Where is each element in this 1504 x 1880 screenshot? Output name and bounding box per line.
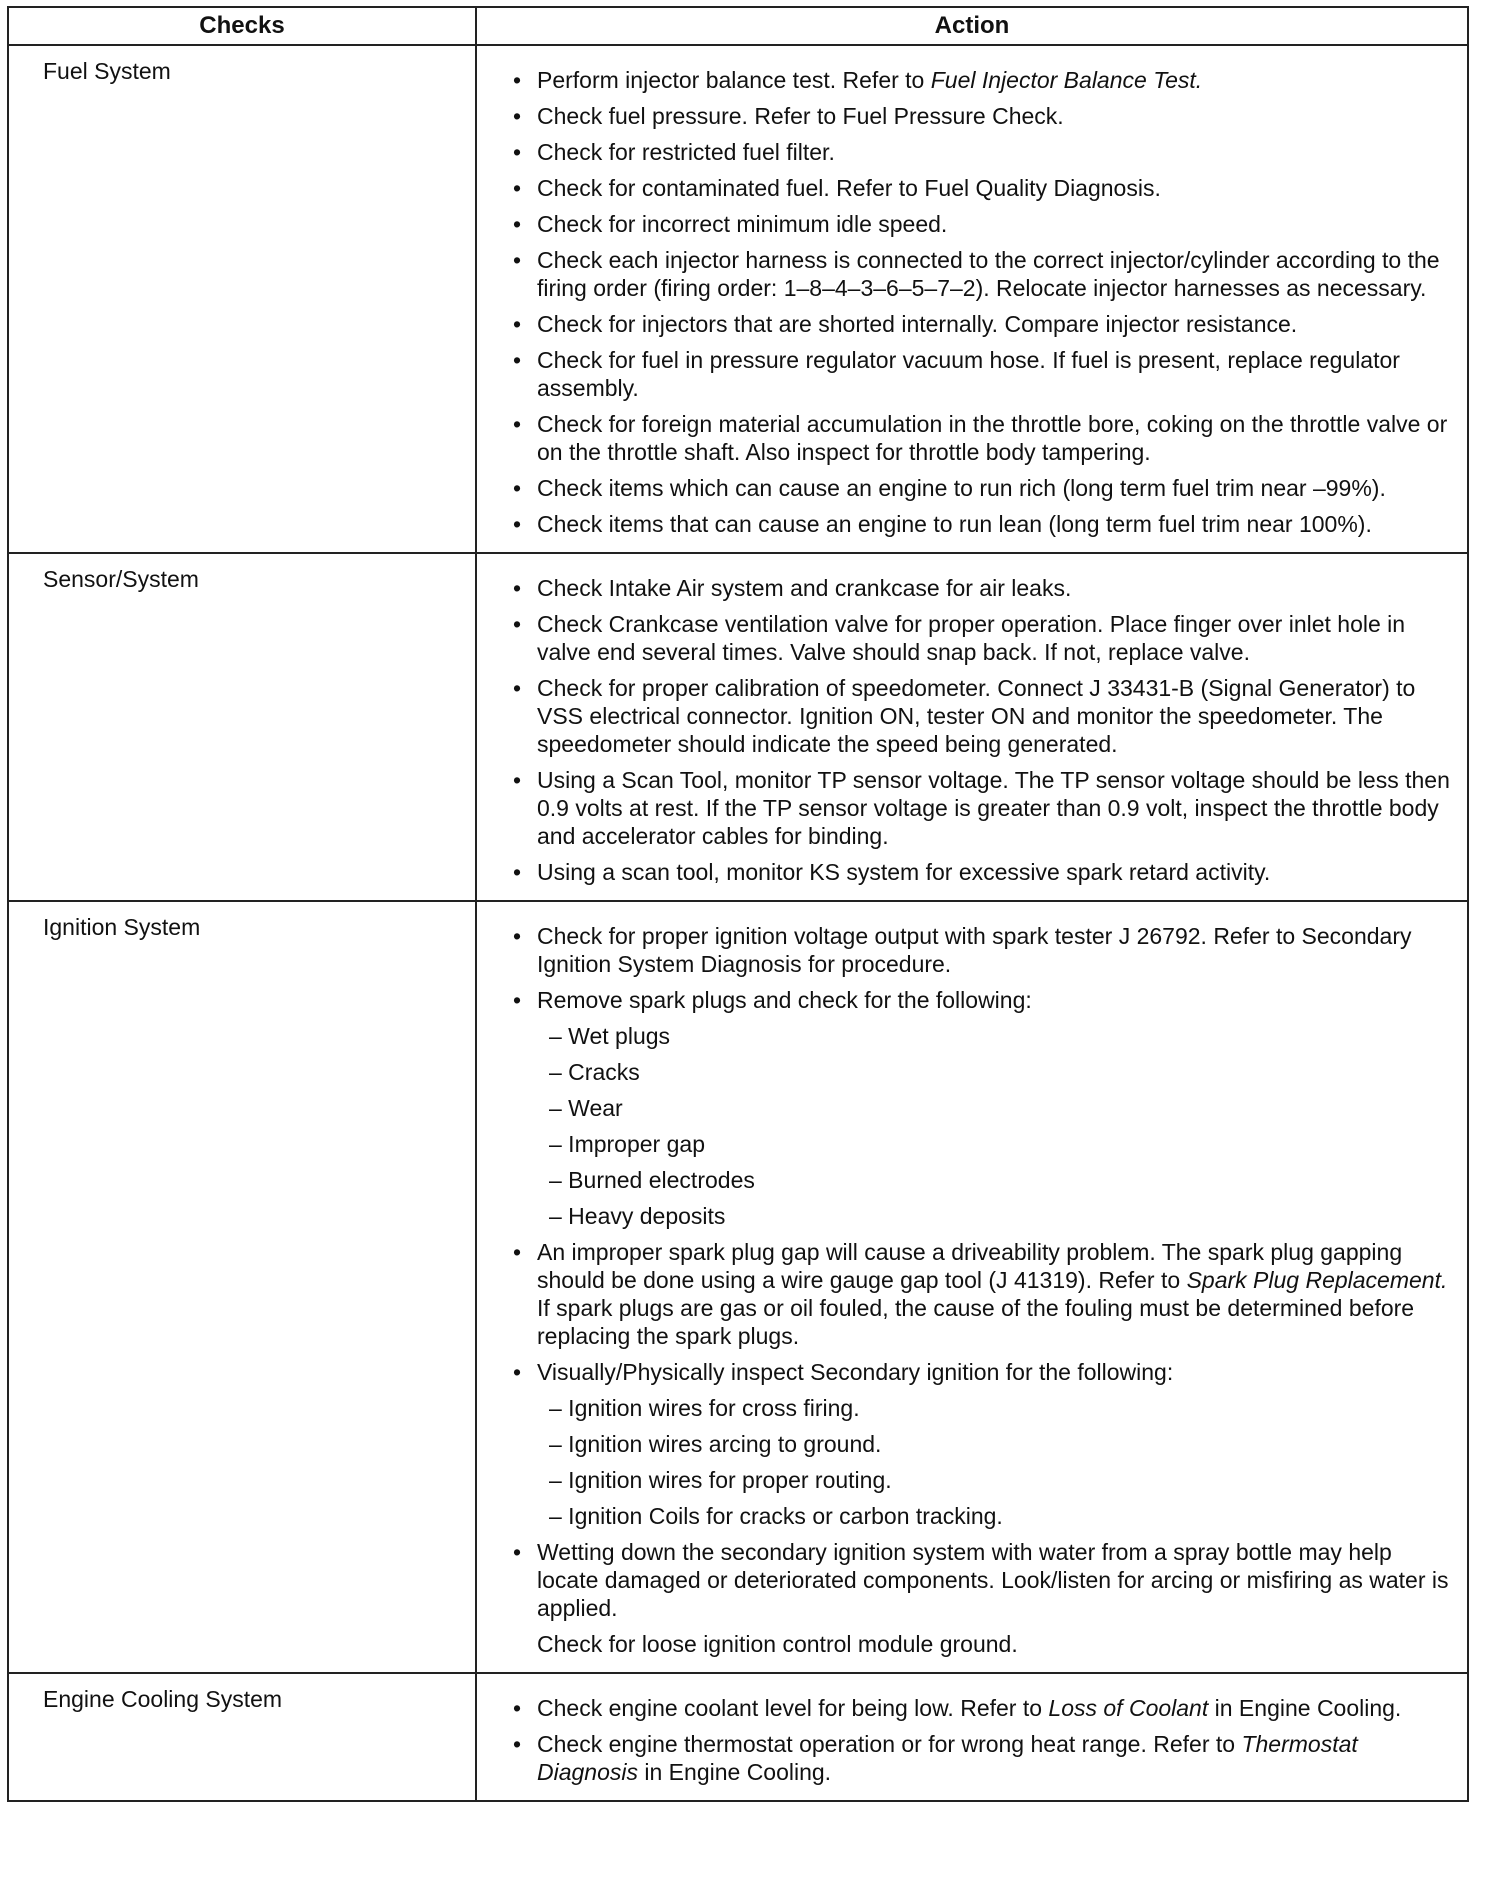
action-text: Check Intake Air system and crankcase for air leaks. xyxy=(537,575,1072,601)
action-text: Check each injector harness is connected to the correct injector/cylinder according to the firing order (firing order: 1–8–4–3–6–5–7–2). Relocate injector harnesses as necessary. xyxy=(537,247,1440,301)
action-text: Remove spark plugs and check for the following: xyxy=(537,987,1032,1013)
action-item xyxy=(511,766,1453,850)
action-text: – Ignition wires for cross firing. xyxy=(549,1395,860,1421)
table-row xyxy=(8,553,1468,901)
action-item xyxy=(511,410,1453,466)
action-text: – Burned electrodes xyxy=(549,1167,755,1193)
action-item xyxy=(511,574,1453,602)
action-text: Check for restricted fuel filter. xyxy=(537,139,835,165)
reference-title: Fuel Injector Balance Test. xyxy=(930,67,1203,93)
action-text: – Ignition wires arcing to ground. xyxy=(549,1431,882,1457)
table-row xyxy=(8,901,1468,1673)
action-text: Using a Scan Tool, monitor TP sensor voltage. The TP sensor voltage should be less then 0.9 volts at rest. If the TP sensor voltage is greater than 0.9 volt, inspect the throttle body and accelerator cables for binding. xyxy=(537,767,1450,849)
check-category: Ignition System xyxy=(8,901,476,1673)
action-text: – Ignition wires for proper routing. xyxy=(549,1467,892,1493)
action-cell xyxy=(476,1673,1468,1801)
action-item xyxy=(511,346,1453,402)
action-text: Using a scan tool, monitor KS system for excessive spark retard activity. xyxy=(537,859,1271,885)
action-cell xyxy=(476,901,1468,1673)
action-text: – Ignition Coils for cracks or carbon tracking. xyxy=(549,1503,1003,1529)
action-text: Check engine coolant level for being low. Refer to xyxy=(537,1695,1049,1721)
diagnostic-checks-table xyxy=(7,6,1469,1802)
action-item xyxy=(511,858,1453,886)
action-text: Check for incorrect minimum idle speed. xyxy=(537,211,948,237)
action-item xyxy=(511,102,1453,130)
action-text: Check for loose ignition control module ground. xyxy=(537,1631,1018,1657)
action-text: Check for proper calibration of speedometer. Connect J 33431-B (Signal Generator) to VSS electrical connector. Ignition ON, tester ON and monitor the speedometer. The speedometer should indicate the speed being generated. xyxy=(537,675,1416,757)
action-sub-item xyxy=(511,1394,1453,1422)
check-category: Engine Cooling System xyxy=(8,1673,476,1801)
action-text: Check for contaminated fuel. Refer to Fuel Quality Diagnosis. xyxy=(537,175,1161,201)
action-sub-item xyxy=(511,1058,1453,1086)
action-list xyxy=(511,922,1453,1658)
action-text: Check items that can cause an engine to run lean (long term fuel trim near 100%). xyxy=(537,511,1372,537)
action-text: – Improper gap xyxy=(549,1131,705,1157)
action-text: – Wet plugs xyxy=(549,1023,671,1049)
reference-title: Thermostat Diagnosis xyxy=(537,1731,1358,1785)
action-text: in Engine Cooling. xyxy=(638,1759,832,1785)
column-header-checks: Checks xyxy=(8,7,476,45)
action-sub-item xyxy=(511,1022,1453,1050)
action-item xyxy=(511,986,1453,1014)
action-item xyxy=(511,610,1453,666)
action-item xyxy=(511,210,1453,238)
action-item xyxy=(511,474,1453,502)
check-category: Sensor/System xyxy=(8,553,476,901)
action-text: Check engine thermostat operation or for wrong heat range. Refer to xyxy=(537,1731,1242,1757)
action-cell xyxy=(476,45,1468,553)
action-sub-item xyxy=(511,1430,1453,1458)
action-item xyxy=(511,138,1453,166)
action-list xyxy=(511,1694,1453,1786)
action-item xyxy=(511,1730,1453,1786)
action-text: – Heavy deposits xyxy=(549,1203,726,1229)
action-item xyxy=(511,1694,1453,1722)
column-header-action: Action xyxy=(476,7,1468,45)
action-item xyxy=(511,1538,1453,1622)
action-item xyxy=(511,66,1453,94)
action-sub-item xyxy=(511,1130,1453,1158)
action-item xyxy=(511,674,1453,758)
action-text: Check fuel pressure. Refer to Fuel Pressure Check. xyxy=(537,103,1064,129)
action-text: If spark plugs are gas or oil fouled, the cause of the fouling must be determined before replacing the spark plugs. xyxy=(537,1295,1415,1349)
action-item xyxy=(511,1358,1453,1386)
reference-title: Spark Plug Replacement. xyxy=(1186,1267,1448,1293)
action-text: Wetting down the secondary ignition system with water from a spray bottle may help locate damaged or deteriorated components. Look/listen for arcing or misfiring as water is applied. xyxy=(537,1539,1449,1621)
action-list xyxy=(511,574,1453,886)
action-text: Check for foreign material accumulation in the throttle bore, coking on the throttle valve or on the throttle shaft. Also inspect for throttle body tampering. xyxy=(537,411,1448,465)
action-item xyxy=(511,246,1453,302)
action-text: in Engine Cooling. xyxy=(1208,1695,1402,1721)
table-row xyxy=(8,45,1468,553)
action-text: Perform injector balance test. Refer to xyxy=(537,67,931,93)
action-text: – Wear xyxy=(549,1095,623,1121)
action-text: Check Crankcase ventilation valve for proper operation. Place finger over inlet hole in valve end several times. Valve should snap back. If not, replace valve. xyxy=(537,611,1406,665)
action-item xyxy=(511,1238,1453,1350)
action-cell xyxy=(476,553,1468,901)
action-sub-item xyxy=(511,1166,1453,1194)
action-sub-item xyxy=(511,1502,1453,1530)
action-text: Visually/Physically inspect Secondary ignition for the following: xyxy=(537,1359,1174,1385)
action-item xyxy=(511,310,1453,338)
action-text: An improper spark plug gap will cause a driveability problem. The spark plug gapping should be done using a wire gauge gap tool (J 41319). Refer to xyxy=(537,1239,1403,1293)
action-text: Check for fuel in pressure regulator vacuum hose. If fuel is present, replace regulator assembly. xyxy=(537,347,1400,401)
action-sub-item xyxy=(511,1466,1453,1494)
table-header-row xyxy=(8,7,1468,45)
reference-title: Loss of Coolant xyxy=(1048,1695,1209,1721)
action-item xyxy=(511,1630,1453,1658)
action-list xyxy=(511,66,1453,538)
action-text: – Cracks xyxy=(549,1059,640,1085)
action-item xyxy=(511,510,1453,538)
action-sub-item xyxy=(511,1202,1453,1230)
table-row xyxy=(8,1673,1468,1801)
action-sub-item xyxy=(511,1094,1453,1122)
action-item xyxy=(511,174,1453,202)
action-text: Check for injectors that are shorted internally. Compare injector resistance. xyxy=(537,311,1298,337)
check-category: Fuel System xyxy=(8,45,476,553)
action-item xyxy=(511,922,1453,978)
action-text: Check for proper ignition voltage output with spark tester J 26792. Refer to Secondary Ignition System Diagnosis for procedure. xyxy=(537,923,1412,977)
action-text: Check items which can cause an engine to run rich (long term fuel trim near –99%). xyxy=(537,475,1386,501)
